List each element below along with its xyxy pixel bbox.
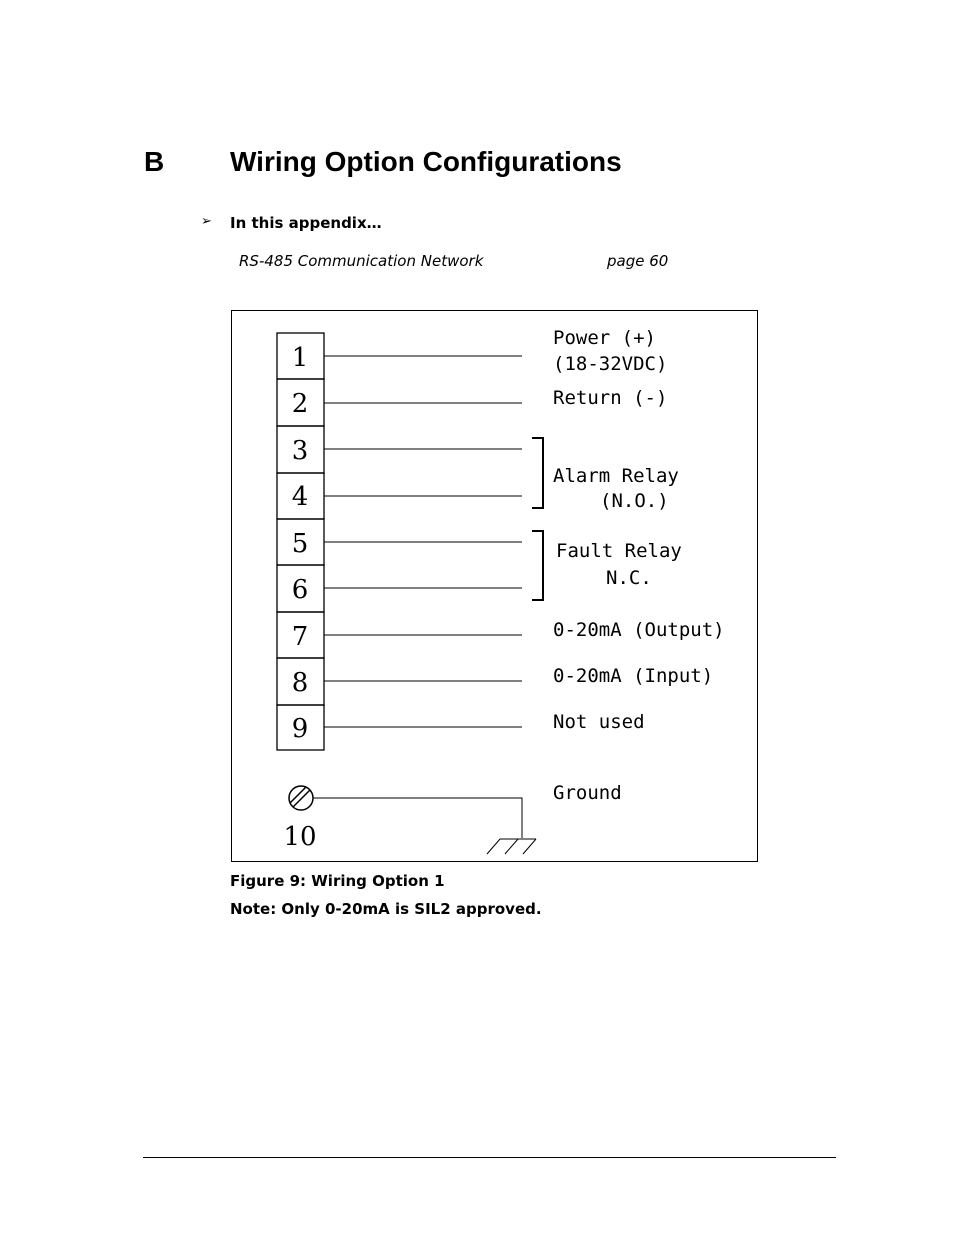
wiring-diagram xyxy=(231,310,758,862)
figure-caption: Figure 9: Wiring Option 1 xyxy=(230,872,445,890)
label-return: Return (-) xyxy=(553,387,668,409)
wires xyxy=(324,356,522,727)
label-input: 0-20mA (Input) xyxy=(553,665,714,687)
ground-screw-icon xyxy=(289,786,313,810)
terminal-number-6: 6 xyxy=(291,575,309,605)
label-fault-relay-type: N.C. xyxy=(606,567,652,589)
ground-terminal-number: 10 xyxy=(283,822,317,852)
label-power-range: (18-32VDC) xyxy=(553,353,668,375)
terminal-number-1: 1 xyxy=(291,343,309,373)
terminal-number-7: 7 xyxy=(291,622,309,652)
footer-divider xyxy=(143,1157,836,1158)
label-ground: Ground xyxy=(553,782,622,804)
label-output: 0-20mA (Output) xyxy=(553,619,725,641)
terminal-number-2: 2 xyxy=(291,389,309,419)
ground-symbol-icon xyxy=(313,798,536,854)
appendix-label: In this appendix… xyxy=(230,214,382,232)
label-fault-relay: Fault Relay xyxy=(556,540,682,562)
chapter-title: Wiring Option Configurations xyxy=(230,146,622,177)
label-alarm-relay: Alarm Relay xyxy=(553,465,679,487)
terminal-number-5: 5 xyxy=(291,529,309,559)
arrow-bullet-icon: ➢ xyxy=(201,214,212,229)
toc-entry-page[interactable]: page 60 xyxy=(607,252,669,270)
wiring-diagram-svg xyxy=(232,311,757,861)
label-alarm-relay-type: (N.O.) xyxy=(600,490,669,512)
terminal-number-8: 8 xyxy=(291,668,309,698)
toc-entry-title[interactable]: RS-485 Communication Network xyxy=(239,252,484,270)
terminal-number-4: 4 xyxy=(291,482,309,512)
figure-note: Note: Only 0-20mA is SIL2 approved. xyxy=(230,900,542,918)
label-power: Power (+) xyxy=(553,327,656,349)
alarm-relay-bracket xyxy=(532,438,543,508)
terminal-number-3: 3 xyxy=(291,436,309,466)
chapter-letter: B xyxy=(144,146,165,177)
terminal-number-9: 9 xyxy=(291,714,309,744)
fault-relay-bracket xyxy=(532,531,543,600)
label-not-used: Not used xyxy=(553,711,645,733)
